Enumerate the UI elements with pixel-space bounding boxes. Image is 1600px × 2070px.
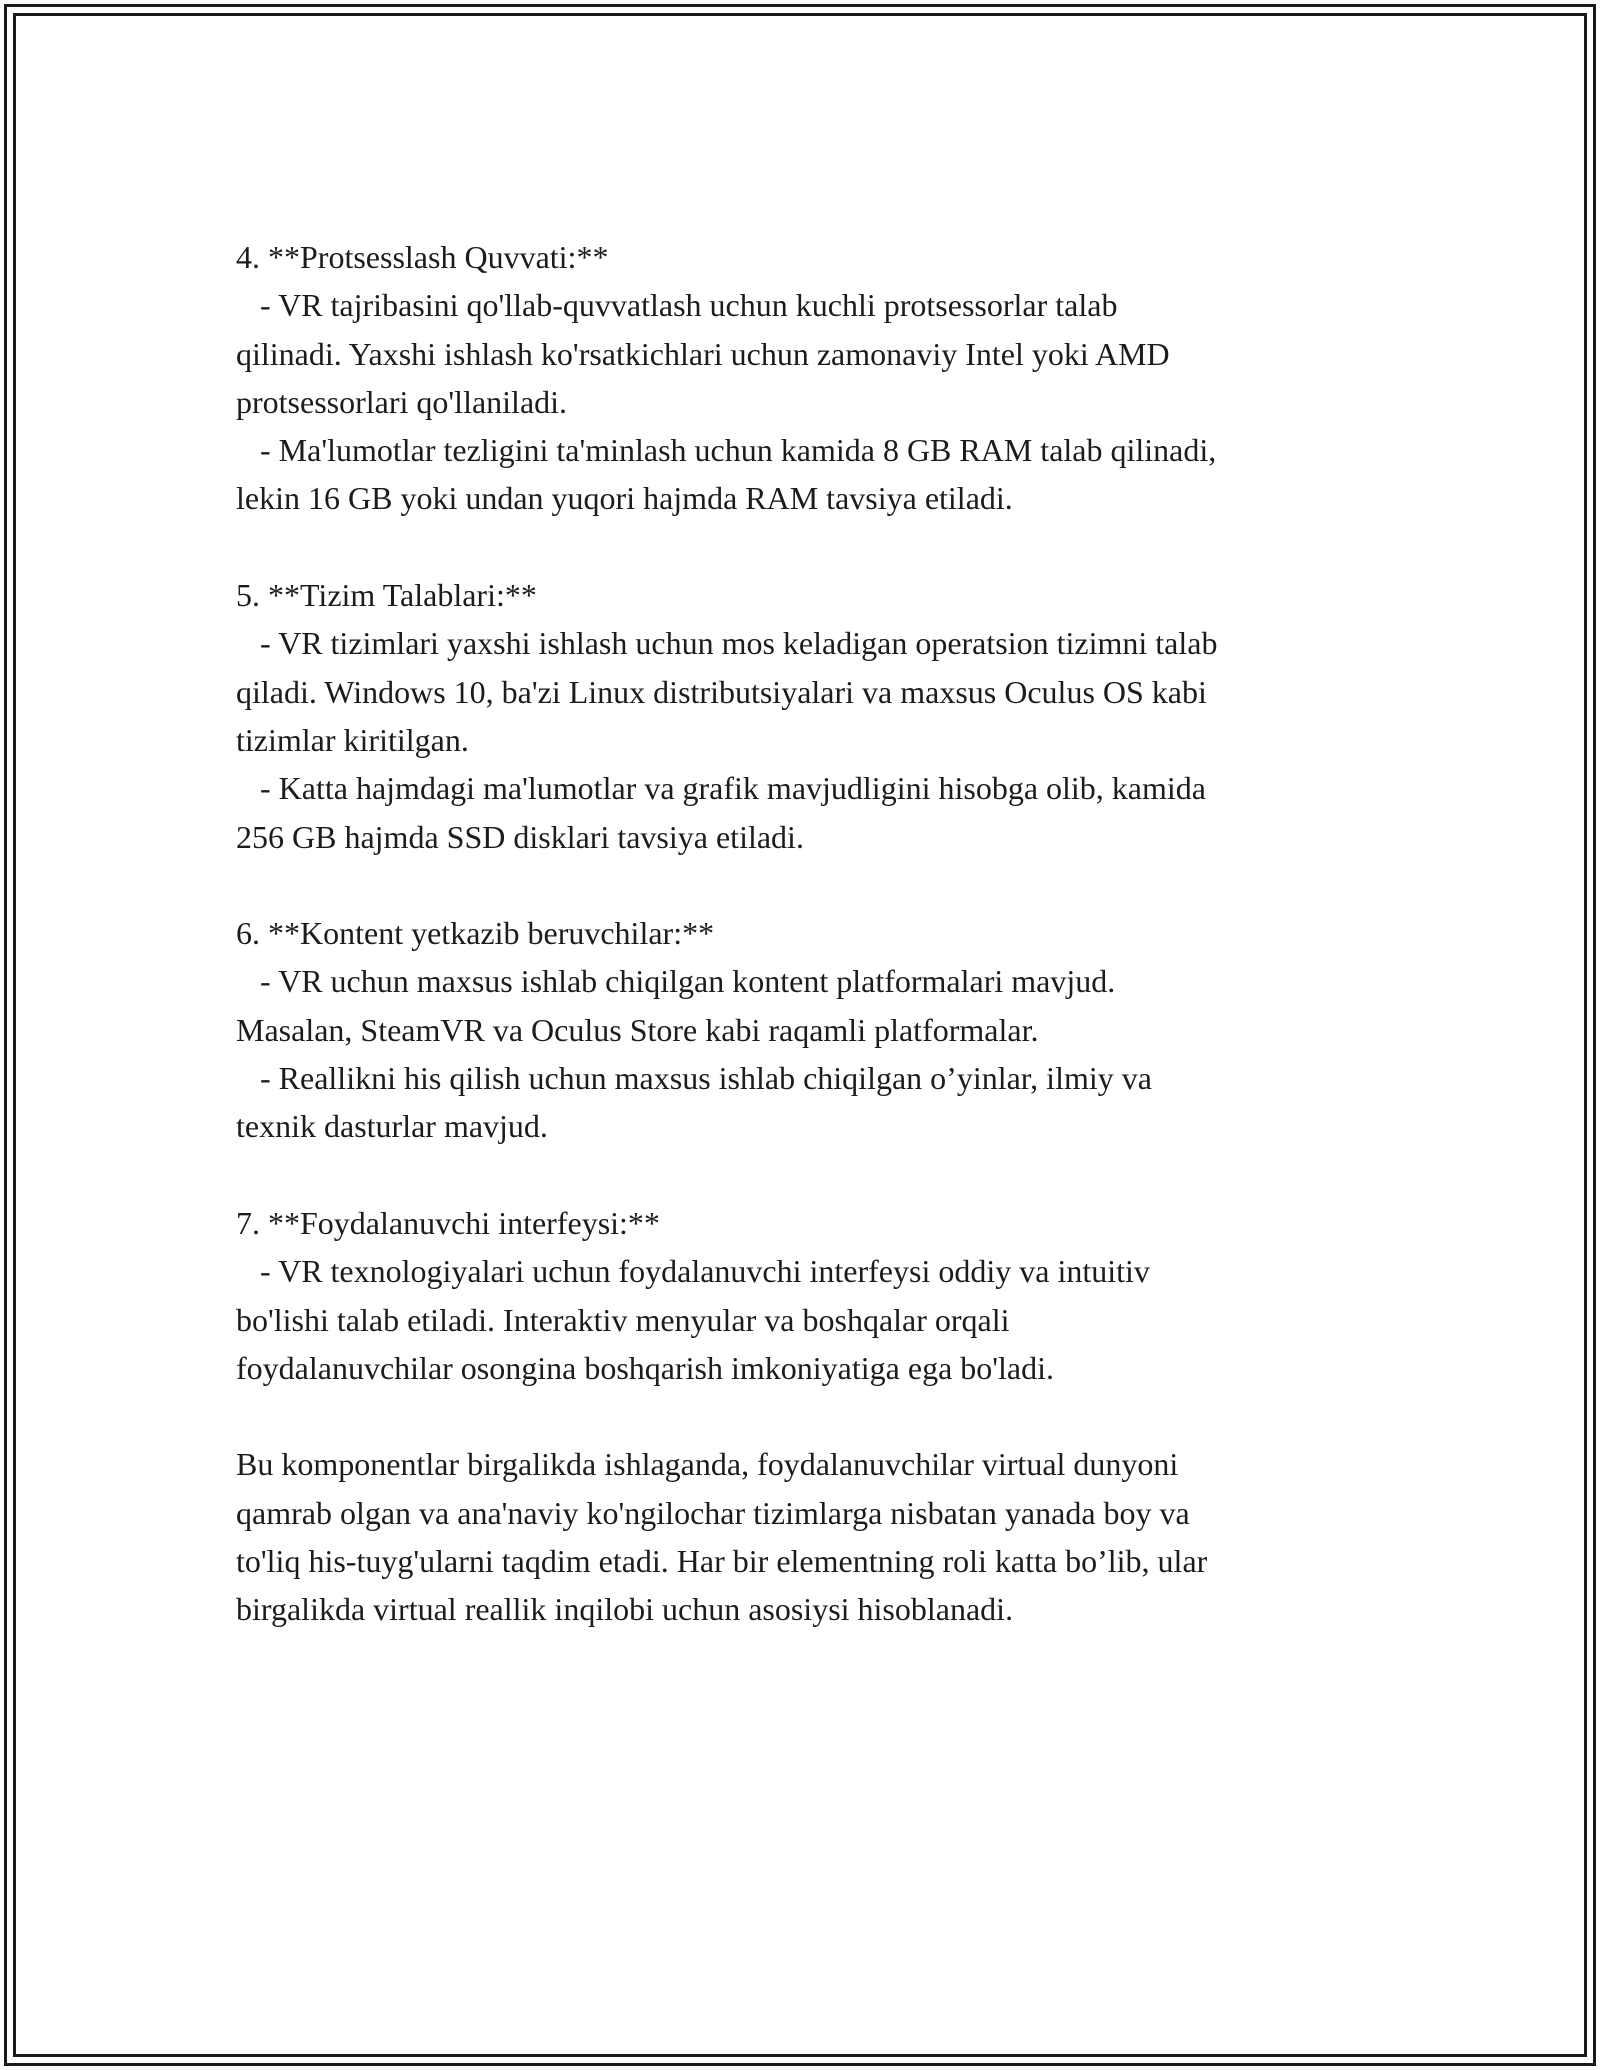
text-line: - Reallikni his qilish uchun maxsus ishlab chiqilgan o’yinlar, ilmiy va (236, 1060, 1152, 1097)
text-line: - VR texnologiyalari uchun foydalanuvchi interfeysi oddiy va intuitiv (236, 1253, 1150, 1290)
text-line: Masalan, SteamVR va Oculus Store kabi raqamli platformalar. (236, 1011, 1039, 1048)
text-line: 256 GB hajmda SSD disklari tavsiya etiladi. (236, 818, 804, 855)
document-body (236, 233, 1396, 1682)
text-line: tizimlar kiritilgan. (236, 721, 469, 758)
text-line: - VR tizimlari yaxshi ishlash uchun mos keladigan operatsion tizimni talab (236, 625, 1218, 662)
section-content-providers (236, 909, 1396, 1150)
section-heading: 5. **Tizim Talablari:** (236, 577, 537, 614)
text-line: protsessorlari qo'llaniladi. (236, 383, 568, 420)
text-line: lekin 16 GB yoki undan yuqori hajmda RAM tavsiya etiladi. (236, 480, 1013, 517)
text-line: - Ma'lumotlar tezligini ta'minlash uchun kamida 8 GB RAM talab qilinadi, (236, 432, 1217, 469)
text-line: to'liq his-tuyg'ularni taqdim etadi. Har bir elementning roli katta bo’lib, ular (236, 1543, 1208, 1580)
text-line: - VR uchun maxsus ishlab chiqilgan kontent platformalari mavjud. (236, 963, 1116, 1000)
conclusion-paragraph (236, 1440, 1396, 1633)
text-line: - Katta hajmdagi ma'lumotlar va grafik mavjudligini hisobga olib, kamida (236, 770, 1206, 807)
text-line: qamrab olgan va ana'naviy ko'ngilochar tizimlarga nisbatan yanada boy va (236, 1494, 1190, 1531)
text-line: - VR tajribasini qo'llab-quvvatlash uchun kuchli protsessorlar talab (236, 287, 1118, 324)
text-line: birgalikda virtual reallik inqilobi uchun asosiysi hisoblanadi. (236, 1591, 1014, 1628)
text-line: Bu komponentlar birgalikda ishlaganda, foydalanuvchilar virtual dunyoni (236, 1446, 1179, 1483)
text-line: bo'lishi talab etiladi. Interaktiv menyular va boshqalar orqali (236, 1301, 1010, 1338)
section-heading: 6. **Kontent yetkazib beruvchilar:** (236, 915, 715, 952)
section-heading: 4. **Protsesslash Quvvati:** (236, 239, 609, 275)
section-processing-power (236, 233, 1396, 523)
section-system-requirements (236, 571, 1396, 861)
section-heading: 7. **Foydalanuvchi interfeysi:** (236, 1204, 660, 1241)
section-user-interface (236, 1199, 1396, 1392)
text-line: qilinadi. Yaxshi ishlash ko'rsatkichlari uchun zamonaviy Intel yoki AMD (236, 335, 1170, 372)
text-line: texnik dasturlar mavjud. (236, 1108, 548, 1145)
text-line: qiladi. Windows 10, ba'zi Linux distributsiyalari va maxsus Oculus OS kabi (236, 673, 1207, 710)
text-line: foydalanuvchilar osongina boshqarish imkoniyatiga ega bo'ladi. (236, 1349, 1055, 1386)
